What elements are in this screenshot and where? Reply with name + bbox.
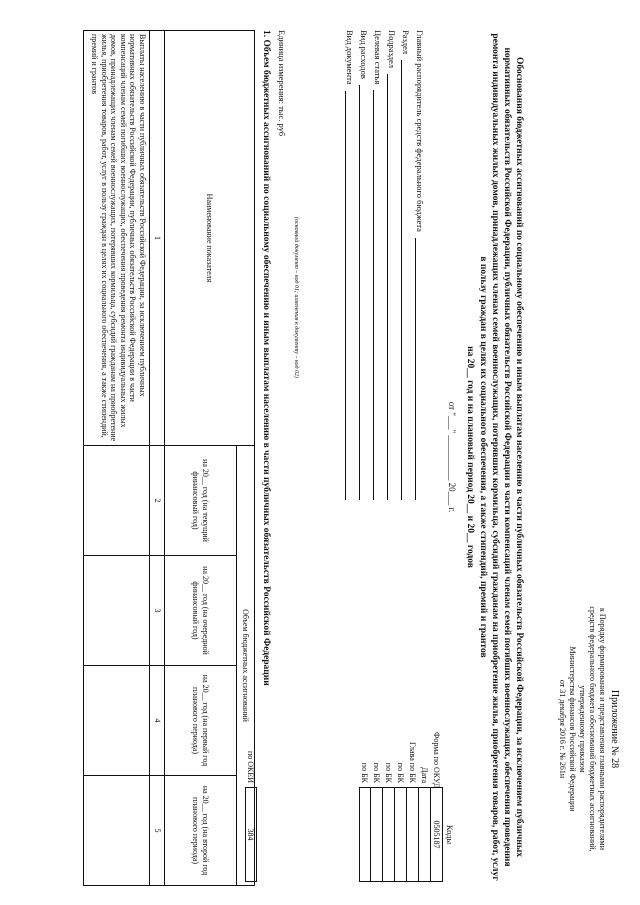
appendix-line: от 31 декабря 2016 г. № 261н [558, 679, 567, 779]
code-row [419, 732, 431, 882]
field-row [345, 30, 359, 500]
name-header-cell: Наименование показателя [165, 31, 255, 446]
value-cell[interactable] [84, 666, 150, 776]
appendix-line: к Порядку формирования и представления главными распорядителями [598, 608, 607, 850]
code-label: по БК [360, 762, 370, 783]
appendix-line: утвержденному приказом [578, 685, 587, 773]
field-label: Подраздел [387, 30, 397, 69]
field-row [401, 30, 415, 500]
code-label: Дата [420, 767, 430, 783]
document-kind-hint: (основной документ – код 01; изменения к документу – код 02) [293, 217, 299, 379]
code-row [431, 732, 443, 882]
okei-value: 384 [245, 787, 257, 882]
column-header: на 20__ год (на второй год планового периода) [165, 776, 237, 886]
code-label: по БК [372, 762, 382, 783]
unit-label: Единица измерения: тыс. руб [277, 30, 287, 137]
column-number: 2 [150, 446, 165, 556]
field-label: Вид расходов [359, 30, 369, 79]
field-line [373, 90, 384, 500]
field-row [359, 30, 373, 500]
code-label: Форма по ОКУД [432, 732, 442, 789]
field-line [415, 238, 426, 500]
code-label: по БК [384, 762, 394, 783]
field-label: Главный распорядитель средств федерального бюджета [415, 30, 425, 232]
field-row [387, 30, 401, 500]
period-line: на 20__ год и на плановый период 20__ и 20__ годов [465, 346, 475, 568]
code-row [371, 732, 383, 882]
code-row [395, 732, 407, 882]
code-value [359, 787, 371, 882]
appendix-line: Министерства финансов Российской Федерации [568, 646, 577, 812]
field-row [373, 30, 387, 500]
field-row [415, 30, 429, 500]
column-header: на 20__ год (на очередной финансовый год) [165, 556, 237, 666]
column-number: 4 [150, 666, 165, 776]
appendix-number: Приложение № 28 [609, 689, 620, 769]
form-sheet [5, 12, 625, 902]
table-row [84, 31, 150, 886]
date-line: от "___" __________ 20___ г. [447, 401, 457, 513]
value-cell[interactable] [84, 556, 150, 666]
document-title: Обоснования бюджетных ассигнований по социальному обеспечению и иным выплатам населению в части публичных обязательств Российской Федерации, за исключением публичных нормативных обязательств Российской Федерации, публичных обязательств Российской Федерации в части компенсаций членам семей погибших военнослужащих, обеспечения проведения ремонта индивидуальных жилых домов, принадлежащих членам семей военнослужащих, потерявших кормильца, субсидий гражданам на приобретение жилья, приобретения товаров, работ, услуг в пользу граждан в целях их социального обеспечения, а также стипендий, премий и грантов [478, 33, 524, 881]
code-row [383, 732, 395, 882]
code-value [383, 787, 395, 882]
row-description: Выплаты населению в части публичных обязательств Российской Федерации, за исключением публичных нормативных обязательств Российской Федерации, публичных обязательств Российской Федерации в части компенсаций членам семей погибших военнослужащих, обеспечения проведения ремонта индивидуальных жилых домов, принадлежащих членам семей военнослужащих, потерявших кормильца, субсидий гражданам на приобретение жилья, приобретения товаров, работ, услуг в пользу граждан в целях их социального обеспечения, а также стипендий, премий и грантов [84, 31, 150, 446]
column-number: 3 [150, 556, 165, 666]
column-number-row [150, 31, 165, 886]
value-cell[interactable] [84, 776, 150, 886]
code-value [371, 787, 383, 882]
field-line [345, 91, 356, 500]
codes-header: Коды [445, 824, 455, 845]
okei-label: по ОКЕИ [246, 750, 256, 783]
field-line [387, 74, 398, 500]
code-value [419, 787, 431, 882]
code-row [407, 732, 419, 882]
table-header-row [237, 31, 255, 886]
header-fields [345, 30, 429, 500]
codes-block [245, 732, 455, 882]
allocations-table [83, 30, 255, 886]
field-line [359, 85, 370, 500]
field-label: Раздел [401, 30, 411, 55]
code-value [407, 787, 419, 882]
field-label: Вид документа [345, 30, 355, 85]
column-number: 5 [150, 776, 165, 886]
section-title: 1. Объем бюджетных ассигнований по социальному обеспечению и иным выплатам населению в части публичных обязательств Российской Федерации [261, 30, 271, 686]
group-header-cell: Объем бюджетных ассигнований [237, 446, 255, 886]
code-label: Глава по БК [408, 742, 418, 783]
code-value: 0505187 [431, 787, 443, 882]
column-number: 1 [150, 31, 165, 446]
column-header: на 20__ год (на первый год планового периода) [165, 666, 237, 776]
field-label: Целевая статья [373, 30, 383, 85]
code-row [359, 732, 371, 882]
field-line [401, 60, 412, 500]
appendix-block [557, 564, 619, 894]
code-value [395, 787, 407, 882]
appendix-line: средств федерального бюджета обоснований бюджетных ассигнований, [588, 606, 597, 852]
value-cell[interactable] [84, 446, 150, 556]
column-header: на 20__ год (на текущий финансовый год) [165, 446, 237, 556]
code-label: по БК [396, 762, 406, 783]
